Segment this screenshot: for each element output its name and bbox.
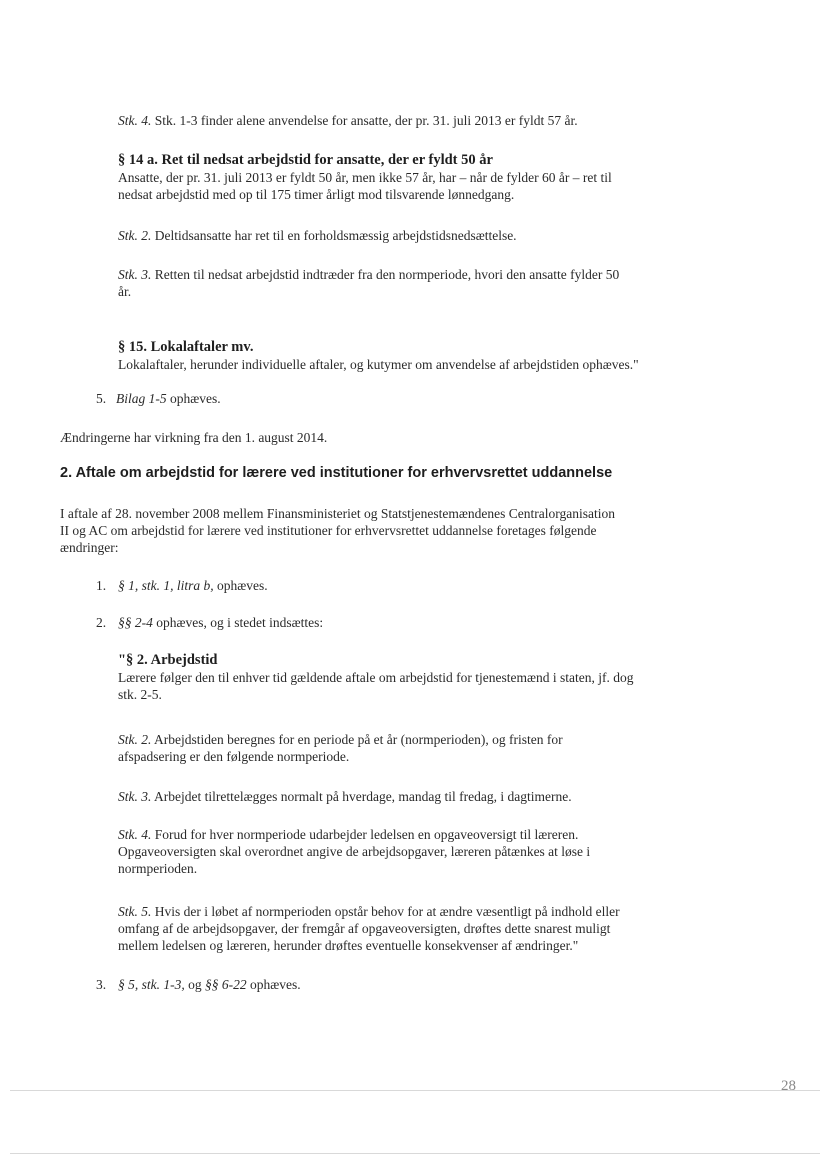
s2-stk4-paragraph — [118, 826, 738, 877]
item-2-ref: §§ 2-4 — [118, 615, 153, 630]
item-5-number: 5. — [96, 391, 107, 406]
section-15-text: Lokalaftaler, herunder individuelle aftaler, og kutymer om anvendelse af arbejdstiden ophæves." — [118, 357, 639, 372]
section-14a — [118, 152, 738, 203]
stk-text-line2: afspadsering er den følgende normperiode. — [118, 749, 350, 764]
effect-date: Ændringerne har virkning fra den 1. august 2014. — [60, 430, 328, 445]
section-2-arbejdstid-heading: "§ 2. Arbejdstid — [118, 652, 218, 668]
item-2-number: 2. — [96, 615, 107, 630]
stk3-paragraph — [118, 266, 738, 300]
stk-text-line2: år. — [118, 284, 132, 299]
section-2-heading: 2. Aftale om arbejdstid for lærere ved institutioner for erhvervsrettet uddannelse — [60, 465, 613, 481]
stk-text-line1: Forud for hver normperiode udarbejder ledelsen en opgaveoversigt til læreren. — [154, 827, 579, 842]
stk-text: Arbejdet tilrettelægges normalt på hverdage, mandag til fredag, i dagtimerne. — [154, 789, 572, 804]
page-number: 28 — [781, 1078, 796, 1094]
section-15 — [118, 339, 738, 373]
item-3 — [118, 976, 301, 993]
item-1-ref: § 1, stk. 1, litra b, — [118, 578, 214, 593]
stk-text-line1: Arbejdstiden beregnes for en periode på et år (normperioden), og fristen for — [154, 732, 563, 747]
footer-rule — [10, 1090, 820, 1091]
item-5 — [116, 390, 221, 407]
item-5-text: ophæves. — [166, 391, 221, 406]
stk-text-line2: Opgaveoversigten skal overordnet angive de arbejdsopgaver, læreren påtænkes at løse i — [118, 844, 591, 859]
stk-label: Stk. 5. — [118, 904, 152, 919]
intro-line1: I aftale af 28. november 2008 mellem Finansministeriet og Statstjenestemændenes Centralorganisation — [60, 506, 615, 521]
item-1-number: 1. — [96, 578, 107, 593]
stk4-paragraph — [118, 112, 738, 129]
stk-text: Stk. 1-3 finder alene anvendelse for ansatte, der pr. 31. juli 2013 er fyldt 57 år. — [154, 113, 578, 128]
section-2-intro — [60, 505, 750, 556]
item-3-ref2: §§ 6-22 — [205, 977, 247, 992]
bottom-rule — [10, 1153, 820, 1154]
section-14a-line1: Ansatte, der pr. 31. juli 2013 er fyldt 50 år, men ikke 57 år, har – når de fylder 60 år – ret til — [118, 170, 612, 185]
section-14a-line2: nedsat arbejdstid med op til 175 timer årligt mod tilsvarende lønnedgang. — [118, 187, 515, 202]
stk2-paragraph — [118, 227, 738, 244]
section-15-heading: § 15. Lokalaftaler mv. — [118, 339, 254, 355]
s2-stk5-paragraph — [118, 903, 738, 954]
stk-text: Deltidsansatte har ret til en forholdsmæssig arbejdstidsnedsættelse. — [154, 228, 517, 243]
item-3-text: ophæves. — [246, 977, 301, 992]
stk-label: Stk. 4. — [118, 113, 152, 128]
item-1-text: ophæves. — [213, 578, 268, 593]
stk-text-line1: Retten til nedsat arbejdstid indtræder fra den normperiode, hvori den ansatte fylder 50 — [154, 267, 620, 282]
item-3-number: 3. — [96, 977, 107, 992]
stk-label: Stk. 2. — [118, 732, 152, 747]
s2-stk3-paragraph — [118, 788, 738, 805]
intro-line3: ændringer: — [60, 540, 119, 555]
intro-line2: II og AC om arbejdstid for lærere ved institutioner for erhvervsrettet uddannelse foretages følgende — [60, 523, 597, 538]
section-2-line2: stk. 2-5. — [118, 687, 162, 702]
stk-text-line2: omfang af de arbejdsopgaver, der fremgår af opgaveoversigten, drøftes dette snarest muligt — [118, 921, 611, 936]
stk-label: Stk. 2. — [118, 228, 152, 243]
stk-label: Stk. 4. — [118, 827, 152, 842]
section-14a-heading: § 14 a. Ret til nedsat arbejdstid for ansatte, der er fyldt 50 år — [118, 152, 493, 168]
item-2 — [118, 614, 323, 631]
stk-label: Stk. 3. — [118, 267, 152, 282]
stk-text-line3: normperioden. — [118, 861, 198, 876]
item-2-text: ophæves, og i stedet indsættes: — [152, 615, 324, 630]
section-2-arbejdstid — [118, 652, 738, 703]
s2-stk2-paragraph — [118, 731, 738, 765]
item-1 — [118, 577, 268, 594]
item-5-ref: Bilag 1-5 — [116, 391, 167, 406]
section-2-line1: Lærere følger den til enhver tid gældende aftale om arbejdstid for tjenestemænd i staten, jf. dog — [118, 670, 634, 685]
stk-text-line1: Hvis der i løbet af normperioden opstår behov for at ændre væsentligt på indhold eller — [154, 904, 620, 919]
item-3-ref1: § 5, stk. 1-3, — [118, 977, 185, 992]
stk-label: Stk. 3. — [118, 789, 152, 804]
item-3-mid: og — [184, 977, 205, 992]
stk-text-line3: mellem ledelsen og læreren, herunder drøftes eventuelle konsekvenser af ændringer." — [118, 938, 579, 953]
